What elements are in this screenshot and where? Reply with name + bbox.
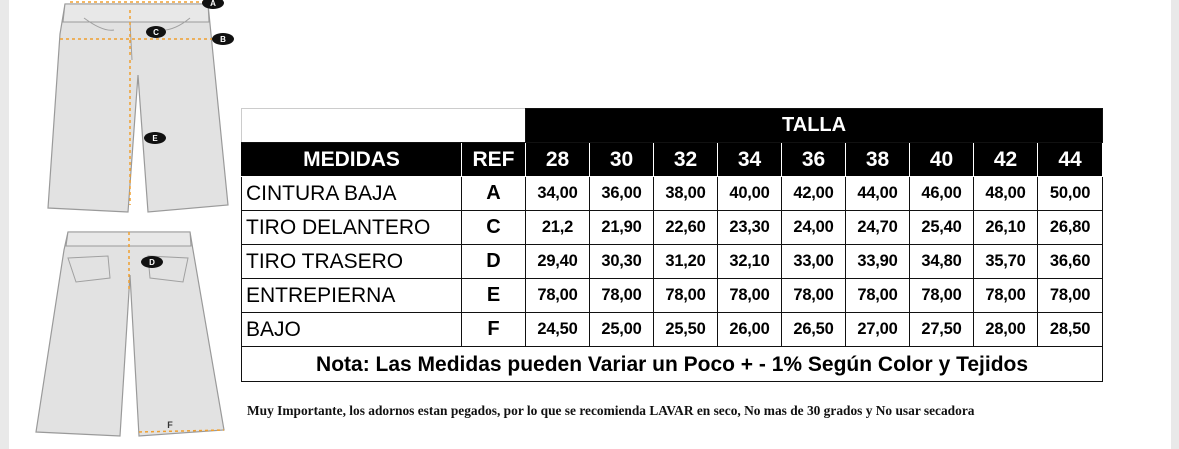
marker-e	[144, 132, 166, 144]
size-header: 40	[910, 143, 974, 177]
size-value-cell: 24,50	[526, 313, 590, 347]
size-value-cell: 78,00	[654, 279, 718, 313]
size-header: 32	[654, 143, 718, 177]
size-value-cell: 78,00	[782, 279, 846, 313]
ref-cell: E	[462, 279, 526, 313]
table-row	[242, 313, 1103, 347]
table-row	[242, 245, 1103, 279]
size-value-cell: 78,00	[590, 279, 654, 313]
ref-cell: F	[462, 313, 526, 347]
size-value-cell: 23,30	[718, 211, 782, 245]
size-value-cell: 42,00	[782, 177, 846, 211]
size-value-cell: 25,50	[654, 313, 718, 347]
marker-b	[212, 33, 234, 45]
size-value-cell: 32,10	[718, 245, 782, 279]
size-value-cell: 44,00	[846, 177, 910, 211]
size-value-cell: 78,00	[1038, 279, 1103, 313]
size-value-cell: 26,80	[1038, 211, 1103, 245]
size-value-cell: 29,40	[526, 245, 590, 279]
size-value-cell: 78,00	[846, 279, 910, 313]
size-header: 44	[1038, 143, 1103, 177]
size-value-cell: 33,90	[846, 245, 910, 279]
svg-text:F: F	[167, 420, 173, 430]
size-value-cell: 27,00	[846, 313, 910, 347]
size-value-cell: 24,70	[846, 211, 910, 245]
measure-name-cell: TIRO DELANTERO	[242, 211, 462, 245]
measure-name-cell: TIRO TRASERO	[242, 245, 462, 279]
talla-row	[242, 109, 1103, 143]
size-value-cell: 27,50	[910, 313, 974, 347]
size-table-body	[242, 177, 1103, 347]
size-value-cell: 31,20	[654, 245, 718, 279]
size-value-cell: 22,60	[654, 211, 718, 245]
size-value-cell: 78,00	[718, 279, 782, 313]
table-row	[242, 211, 1103, 245]
size-value-cell: 25,00	[590, 313, 654, 347]
size-header: 30	[590, 143, 654, 177]
size-value-cell: 78,00	[974, 279, 1038, 313]
pants-front-view	[48, 2, 228, 212]
size-value-cell: 28,00	[974, 313, 1038, 347]
size-value-cell: 21,2	[526, 211, 590, 245]
column-header-row	[242, 143, 1103, 177]
pants-illustration	[18, 0, 243, 449]
size-header: 42	[974, 143, 1038, 177]
size-value-cell: 78,00	[526, 279, 590, 313]
note-row	[242, 347, 1103, 382]
size-header: 36	[782, 143, 846, 177]
svg-text:E: E	[152, 134, 158, 143]
pants-back-view	[36, 232, 224, 436]
svg-text:A: A	[210, 0, 216, 8]
size-value-cell: 30,30	[590, 245, 654, 279]
size-value-cell: 38,00	[654, 177, 718, 211]
note-text: Nota: Las Medidas pueden Variar un Poco + - 1% Según Color y Tejidos	[242, 347, 1103, 382]
size-value-cell: 26,50	[782, 313, 846, 347]
size-value-cell: 26,10	[974, 211, 1038, 245]
size-table	[241, 108, 1103, 382]
medidas-header: MEDIDAS	[242, 143, 462, 177]
size-table-wrapper	[241, 108, 1102, 382]
washing-footnote: Muy Importante, los adornos estan pegados, por lo que se recomienda LAVAR en seco, No mas de 30 grados y No usar secadora	[247, 403, 975, 418]
ref-cell: D	[462, 245, 526, 279]
ref-cell: A	[462, 177, 526, 211]
size-chart-sheet	[9, 0, 1171, 449]
measure-name-cell: ENTREPIERNA	[242, 279, 462, 313]
table-row	[242, 279, 1103, 313]
marker-c	[146, 26, 166, 38]
size-header: 38	[846, 143, 910, 177]
svg-text:D: D	[149, 258, 155, 267]
size-value-cell: 48,00	[974, 177, 1038, 211]
size-value-cell: 46,00	[910, 177, 974, 211]
size-header: 28	[526, 143, 590, 177]
measure-name-cell: CINTURA BAJA	[242, 177, 462, 211]
svg-text:B: B	[220, 35, 226, 44]
measure-name-cell: BAJO	[242, 313, 462, 347]
size-value-cell: 50,00	[1038, 177, 1103, 211]
ref-header: REF	[462, 143, 526, 177]
size-value-cell: 35,70	[974, 245, 1038, 279]
size-value-cell: 21,90	[590, 211, 654, 245]
table-row	[242, 177, 1103, 211]
size-value-cell: 34,00	[526, 177, 590, 211]
marker-f	[167, 420, 173, 430]
size-value-cell: 26,00	[718, 313, 782, 347]
ref-cell: C	[462, 211, 526, 245]
size-value-cell: 34,80	[910, 245, 974, 279]
size-value-cell: 40,00	[718, 177, 782, 211]
marker-d	[141, 256, 163, 268]
size-value-cell: 33,00	[782, 245, 846, 279]
talla-header: TALLA	[526, 109, 1103, 143]
blank-corner	[242, 109, 526, 143]
size-value-cell: 25,40	[910, 211, 974, 245]
size-value-cell: 28,50	[1038, 313, 1103, 347]
size-value-cell: 36,60	[1038, 245, 1103, 279]
size-header: 34	[718, 143, 782, 177]
svg-text:C: C	[153, 28, 159, 37]
size-value-cell: 24,00	[782, 211, 846, 245]
size-value-cell: 78,00	[910, 279, 974, 313]
size-value-cell: 36,00	[590, 177, 654, 211]
